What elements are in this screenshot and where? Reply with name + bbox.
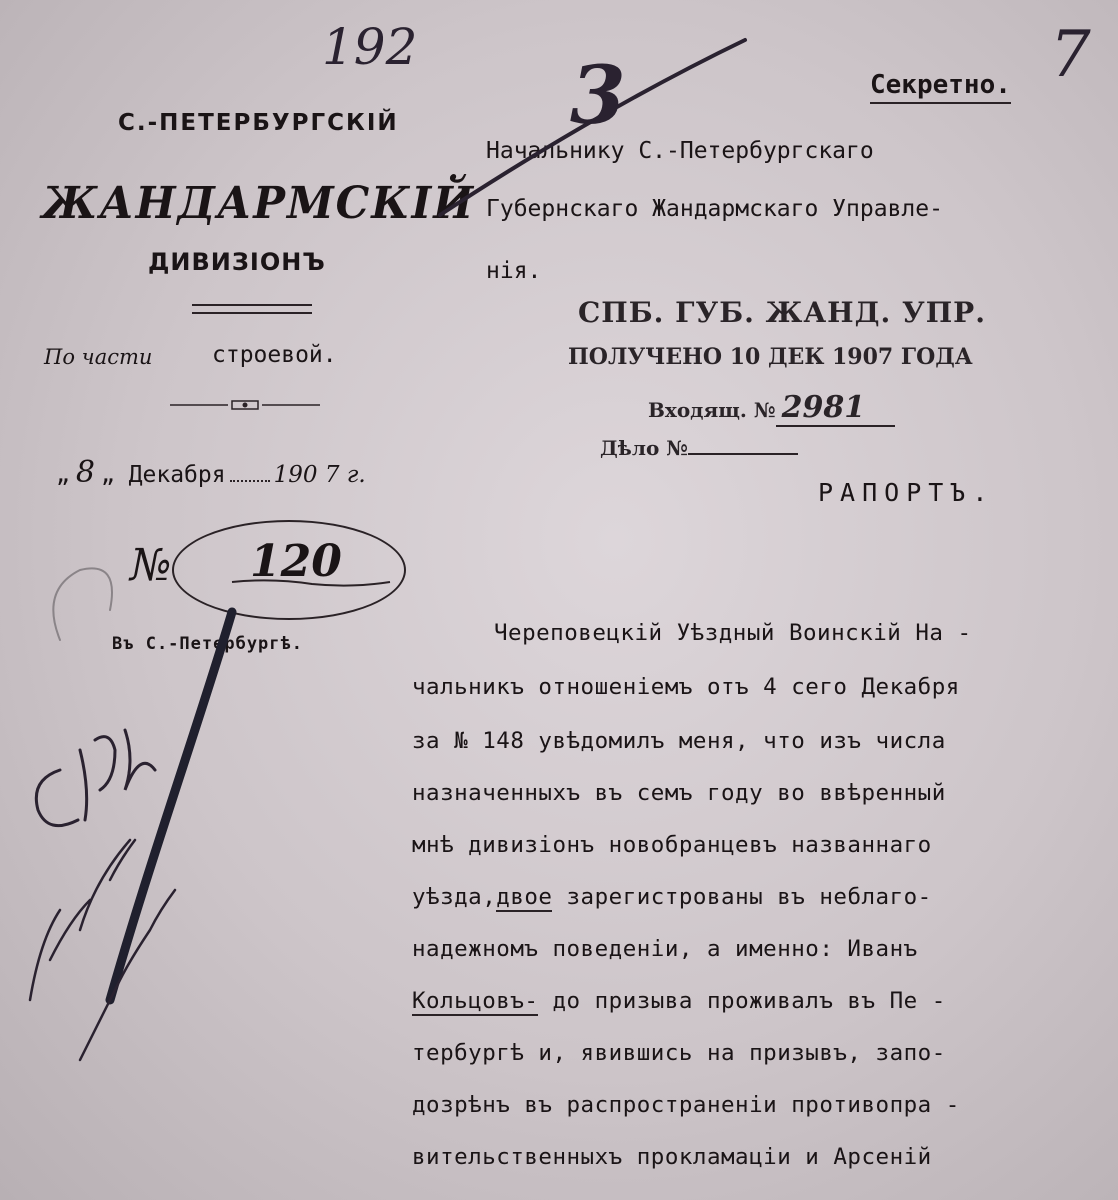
stamp-line-1: СПБ. ГУБ. ЖАНД. УПР. bbox=[578, 296, 986, 329]
body-line-6-a: уѣзда, bbox=[412, 884, 497, 910]
secret-mark: Секретно. bbox=[870, 70, 1011, 104]
handwritten-top-number: 192 bbox=[322, 18, 418, 76]
document-title: РАПОРТЪ. bbox=[818, 478, 995, 507]
body-line-3: за № 148 увѣдомилъ меня, что изъ числа bbox=[412, 728, 946, 754]
body-line-2: чальникъ отношеніемъ отъ 4 сего Декабря bbox=[412, 674, 960, 700]
body-line-4: назначенныхъ въ семъ году во ввѣренный bbox=[412, 780, 946, 806]
date-day: 8 bbox=[75, 455, 95, 490]
letterhead-line-1: С.-ПЕТЕРБУРГСКІЙ bbox=[118, 110, 399, 136]
addressee-line-3: нія. bbox=[486, 258, 542, 284]
handwritten-big-number: 3 bbox=[570, 48, 626, 142]
underlined-two: двое bbox=[496, 884, 553, 910]
document-number: 120 bbox=[250, 536, 342, 587]
body-line-9: тербургѣ и, явившись на призывъ, запо- bbox=[412, 1040, 946, 1066]
number-sign: № bbox=[130, 540, 172, 591]
stamp-incoming-number: 2981 bbox=[776, 390, 896, 427]
handwritten-corner-number: 7 bbox=[1050, 18, 1091, 92]
body-line-6-c: зарегистрованы въ неблаго- bbox=[552, 884, 932, 910]
body-line-1: Череповецкій Уѣздный Воинскій На - bbox=[494, 620, 972, 646]
letterhead-line-2: ЖАНДАРМСКІЙ bbox=[42, 178, 476, 229]
body-line-11: вительственныхъ прокламаціи и Арсеній bbox=[412, 1144, 932, 1170]
addressee-line-2: Губернскаго Жандармскаго Управле- bbox=[486, 196, 943, 222]
city-line: Въ С.-Петербургѣ. bbox=[112, 634, 303, 654]
body-line-10: дозрѣнъ въ распространеніи противопра - bbox=[412, 1092, 960, 1118]
stamp-line-2: ПОЛУЧЕНО 10 ДЕК 1907 ГОДА bbox=[568, 344, 973, 370]
body-line-8-b: до призыва проживалъ въ Пе - bbox=[538, 988, 946, 1014]
part-value: строевой. bbox=[212, 342, 337, 368]
date-close-quote: „ bbox=[100, 462, 115, 488]
date-open-quote: „ bbox=[56, 462, 70, 488]
underlined-name: Кольцовъ- bbox=[412, 988, 539, 1014]
body-line-5: мнѣ дивизіонъ новобранцевъ названнаго bbox=[412, 832, 932, 858]
date-month: Декабря bbox=[128, 462, 226, 488]
body-line-7: надежномъ поведеніи, а именно: Иванъ bbox=[412, 936, 918, 962]
date-year: 190 7 г. bbox=[273, 462, 366, 488]
part-label: По части bbox=[44, 345, 153, 369]
addressee-line-1: Начальнику С.-Петербургскаго bbox=[486, 138, 874, 164]
stamp-incoming-label: Входящ. № bbox=[648, 398, 776, 422]
stamp-case-label: Дѣло № bbox=[600, 436, 688, 460]
letterhead-line-3: ДИВИЗІОНЪ bbox=[148, 248, 326, 276]
